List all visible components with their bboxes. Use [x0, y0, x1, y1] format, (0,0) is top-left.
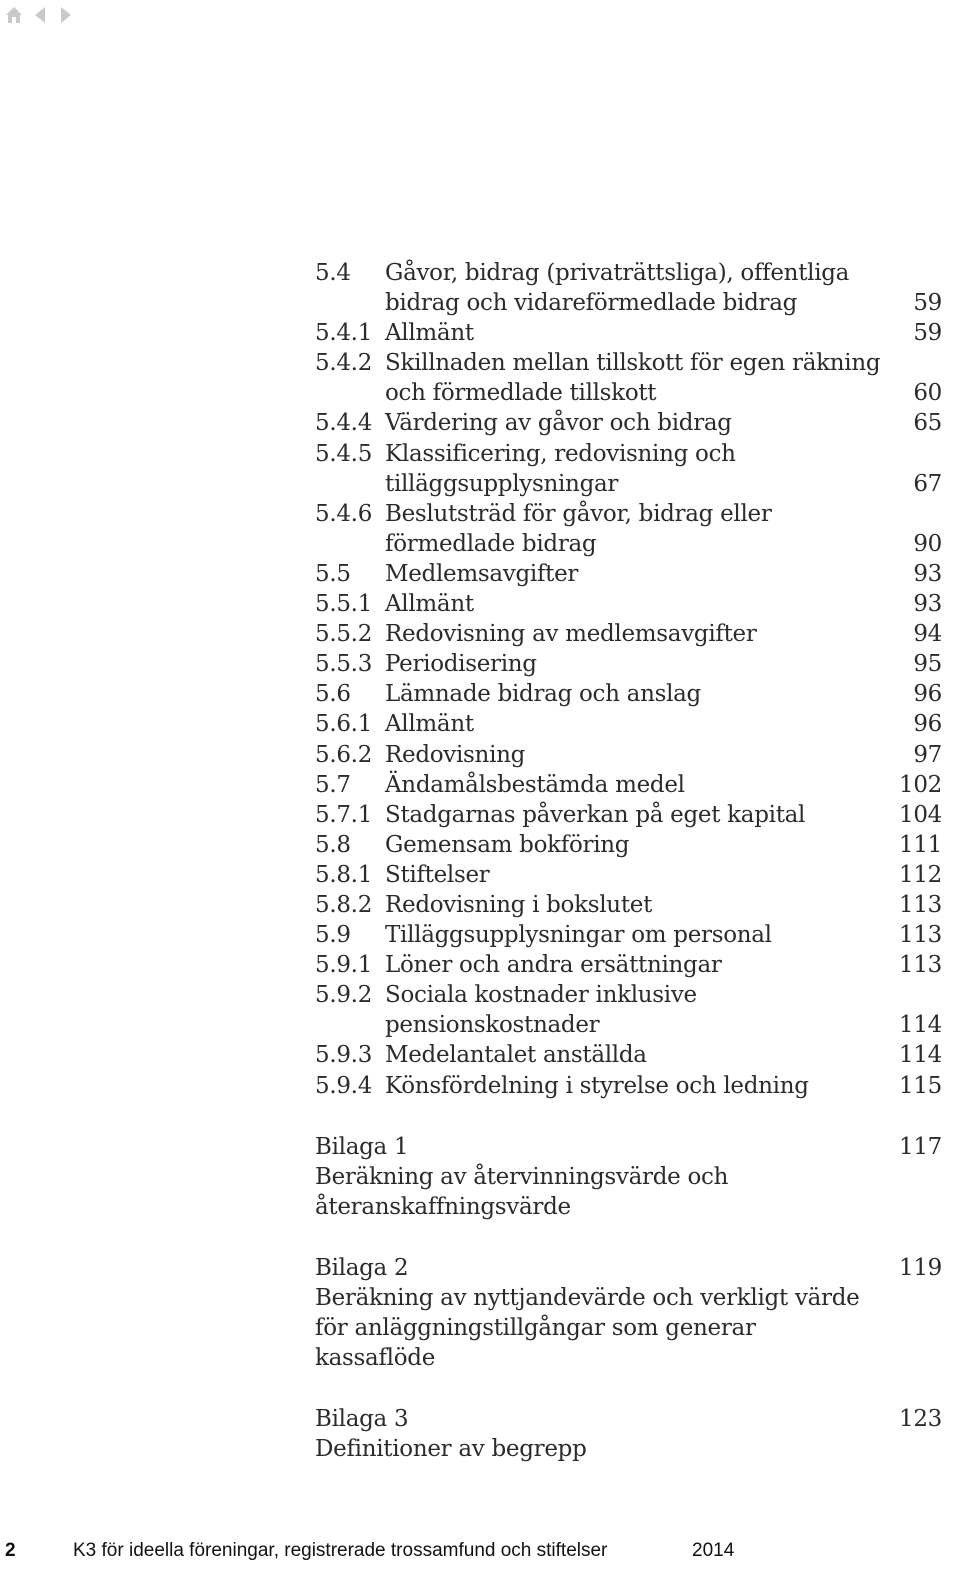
- toc-entry-page: 96: [913, 711, 942, 738]
- toc-entry-title: Stadgarnas påverkan på eget kapital: [385, 801, 806, 828]
- footer-title: K3 för ideella föreningar, registrerade trossamfund och stiftelser: [73, 1540, 608, 1561]
- toc-entry[interactable]: [315, 348, 942, 408]
- appendix-page: 123: [899, 1405, 942, 1432]
- toc-entry-number: 5.9: [315, 922, 351, 949]
- appendix-entry[interactable]: [315, 1253, 942, 1373]
- toc-entry-number: 5.8.1: [315, 861, 373, 888]
- toc-entry[interactable]: [315, 740, 942, 770]
- toc-entry-page: 95: [913, 651, 942, 678]
- toc-entry-title: Allmänt: [385, 320, 474, 347]
- toc-entry-number: 5.6.2: [315, 741, 373, 768]
- appendix-label: Bilaga 2: [315, 1254, 409, 1281]
- appendix-list: [315, 1132, 942, 1464]
- toc-entry-number: 5.5.3: [315, 651, 373, 678]
- toc-entry[interactable]: [315, 318, 942, 348]
- toc-entry-title: Allmänt: [385, 591, 474, 618]
- toc-entry-page: 59: [913, 320, 942, 347]
- appendix-heading: [315, 1404, 942, 1434]
- toc-entry-title: Löner och andra ersättningar: [385, 952, 722, 979]
- toc-entry[interactable]: [315, 800, 942, 830]
- toc-entry-title: Lämnade bidrag och anslag: [385, 681, 701, 708]
- table-of-contents: [315, 258, 942, 1464]
- toc-entry-title: Medlemsavgifter: [385, 560, 579, 587]
- toc-entry-page: 93: [913, 560, 942, 587]
- toc-entry-number: 5.4.2: [315, 350, 373, 377]
- toc-entry-number: 5.4.1: [315, 320, 373, 347]
- toc-entry[interactable]: [315, 1040, 942, 1070]
- appendix-entry[interactable]: [315, 1404, 942, 1464]
- appendix-heading: [315, 1253, 942, 1283]
- toc-entry-title: Skillnaden mellan tillskott för egen räkning och förmedlade tillskott: [385, 350, 881, 407]
- toc-entry-number: 5.4.6: [315, 500, 373, 527]
- toc-entry-title: Stiftelser: [385, 861, 490, 888]
- toc-entry-page: 96: [913, 681, 942, 708]
- toc-entry[interactable]: [315, 559, 942, 589]
- toc-entry[interactable]: [315, 860, 942, 890]
- toc-entry-number: 5.6.1: [315, 711, 373, 738]
- toc-entry-title: Allmänt: [385, 711, 474, 738]
- arrow-right-icon[interactable]: [56, 4, 76, 26]
- toc-entry-number: 5.9.2: [315, 982, 373, 1009]
- toc-entry[interactable]: [315, 589, 942, 619]
- toc-entry-title: Redovisning av medlemsavgifter: [385, 621, 757, 648]
- toc-entry-number: 5.7.1: [315, 801, 373, 828]
- toc-entry-page: 94: [913, 621, 942, 648]
- viewer-nav: [4, 4, 76, 26]
- toc-entry-page: 113: [899, 952, 942, 979]
- toc-entry-page: 102: [899, 771, 942, 798]
- toc-entry[interactable]: [315, 980, 942, 1040]
- toc-entry-page: 113: [899, 922, 942, 949]
- toc-entry-number: 5.5.1: [315, 591, 373, 618]
- toc-entry-title: Värdering av gåvor och bidrag: [385, 410, 732, 437]
- toc-entry[interactable]: [315, 1071, 942, 1101]
- appendix-description: Beräkning av återvinningsvärde och återanskaffningsvärde: [315, 1163, 729, 1220]
- toc-entry[interactable]: [315, 679, 942, 709]
- footer-year: 2014: [692, 1540, 735, 1561]
- toc-entry-title: Gemensam bokföring: [385, 831, 630, 858]
- toc-entry[interactable]: [315, 408, 942, 438]
- toc-entry[interactable]: [315, 830, 942, 860]
- appendix-label: Bilaga 3: [315, 1405, 409, 1432]
- toc-entry[interactable]: [315, 439, 942, 499]
- appendix-entry[interactable]: [315, 1132, 942, 1222]
- toc-entry-page: 59: [913, 290, 942, 317]
- toc-entry[interactable]: [315, 499, 942, 559]
- toc-entry-number: 5.4: [315, 260, 351, 286]
- toc-entry-page: 65: [913, 410, 942, 437]
- toc-entry[interactable]: [315, 950, 942, 980]
- appendix-page: 119: [899, 1254, 942, 1281]
- toc-entry[interactable]: [315, 619, 942, 649]
- toc-entry-number: 5.9.4: [315, 1072, 373, 1099]
- arrow-left-icon[interactable]: [30, 4, 50, 26]
- toc-entry[interactable]: [315, 649, 942, 679]
- toc-entry-title: Gåvor, bidrag (privaträttsliga), offentliga bidrag och vidareförmedlade bidrag: [385, 260, 850, 317]
- toc-entry[interactable]: [315, 709, 942, 739]
- toc-entry-title: Redovisning: [385, 741, 526, 768]
- toc-entry-page: 111: [899, 831, 942, 858]
- toc-entry-title: Beslutsträd för gåvor, bidrag eller förmedlade bidrag: [385, 500, 772, 557]
- toc-entry-title: Tilläggsupplysningar om personal: [385, 922, 772, 949]
- toc-entry-title: Ändamålsbestämda medel: [385, 771, 685, 798]
- toc-entry[interactable]: [315, 890, 942, 920]
- toc-entry-page: 97: [913, 741, 942, 768]
- footer-page-number: 2: [5, 1540, 16, 1561]
- toc-entry-page: 90: [913, 530, 942, 557]
- toc-list: [315, 258, 942, 1101]
- appendix-label: Bilaga 1: [315, 1133, 409, 1160]
- toc-entry-title: Klassificering, redovisning och tilläggsupplysningar: [385, 440, 736, 497]
- appendix-heading: [315, 1132, 942, 1162]
- toc-entry-number: 5.4.5: [315, 440, 373, 467]
- toc-entry[interactable]: [315, 258, 942, 318]
- toc-entry-number: 5.9.1: [315, 952, 373, 979]
- toc-entry-number: 5.8.2: [315, 891, 373, 918]
- appendix-page: 117: [899, 1133, 942, 1160]
- toc-entry-page: 60: [913, 380, 942, 407]
- toc-entry-title: Medelantalet anställda: [385, 1042, 647, 1069]
- toc-entry-page: 67: [913, 470, 942, 497]
- toc-entry-number: 5.4.4: [315, 410, 373, 437]
- toc-entry-title: Sociala kostnader inklusive pensionskostnader: [385, 982, 697, 1039]
- appendix-description: Beräkning av nyttjandevärde och verkligt värde för anläggningstillgångar som generar kassaflöde: [315, 1284, 860, 1371]
- toc-entry[interactable]: [315, 920, 942, 950]
- toc-entry-number: 5.5.2: [315, 621, 373, 648]
- toc-entry-number: 5.6: [315, 681, 351, 708]
- toc-entry-page: 115: [899, 1072, 942, 1099]
- appendix-description: Definitioner av begrepp: [315, 1435, 587, 1462]
- toc-entry-page: 114: [899, 1042, 942, 1069]
- toc-entry-page: 93: [913, 591, 942, 618]
- toc-entry-number: 5.5: [315, 560, 351, 587]
- toc-entry[interactable]: [315, 770, 942, 800]
- toc-entry-page: 113: [899, 891, 942, 918]
- toc-entry-title: Periodisering: [385, 651, 537, 678]
- toc-entry-title: Redovisning i bokslutet: [385, 891, 653, 918]
- toc-entry-page: 114: [899, 1012, 942, 1039]
- toc-entry-number: 5.9.3: [315, 1042, 373, 1069]
- toc-entry-number: 5.7: [315, 771, 351, 798]
- toc-entry-page: 112: [899, 861, 942, 888]
- toc-entry-number: 5.8: [315, 831, 351, 858]
- toc-entry-page: 104: [899, 801, 942, 828]
- toc-entry-title: Könsfördelning i styrelse och ledning: [385, 1072, 809, 1099]
- home-icon[interactable]: [4, 4, 24, 26]
